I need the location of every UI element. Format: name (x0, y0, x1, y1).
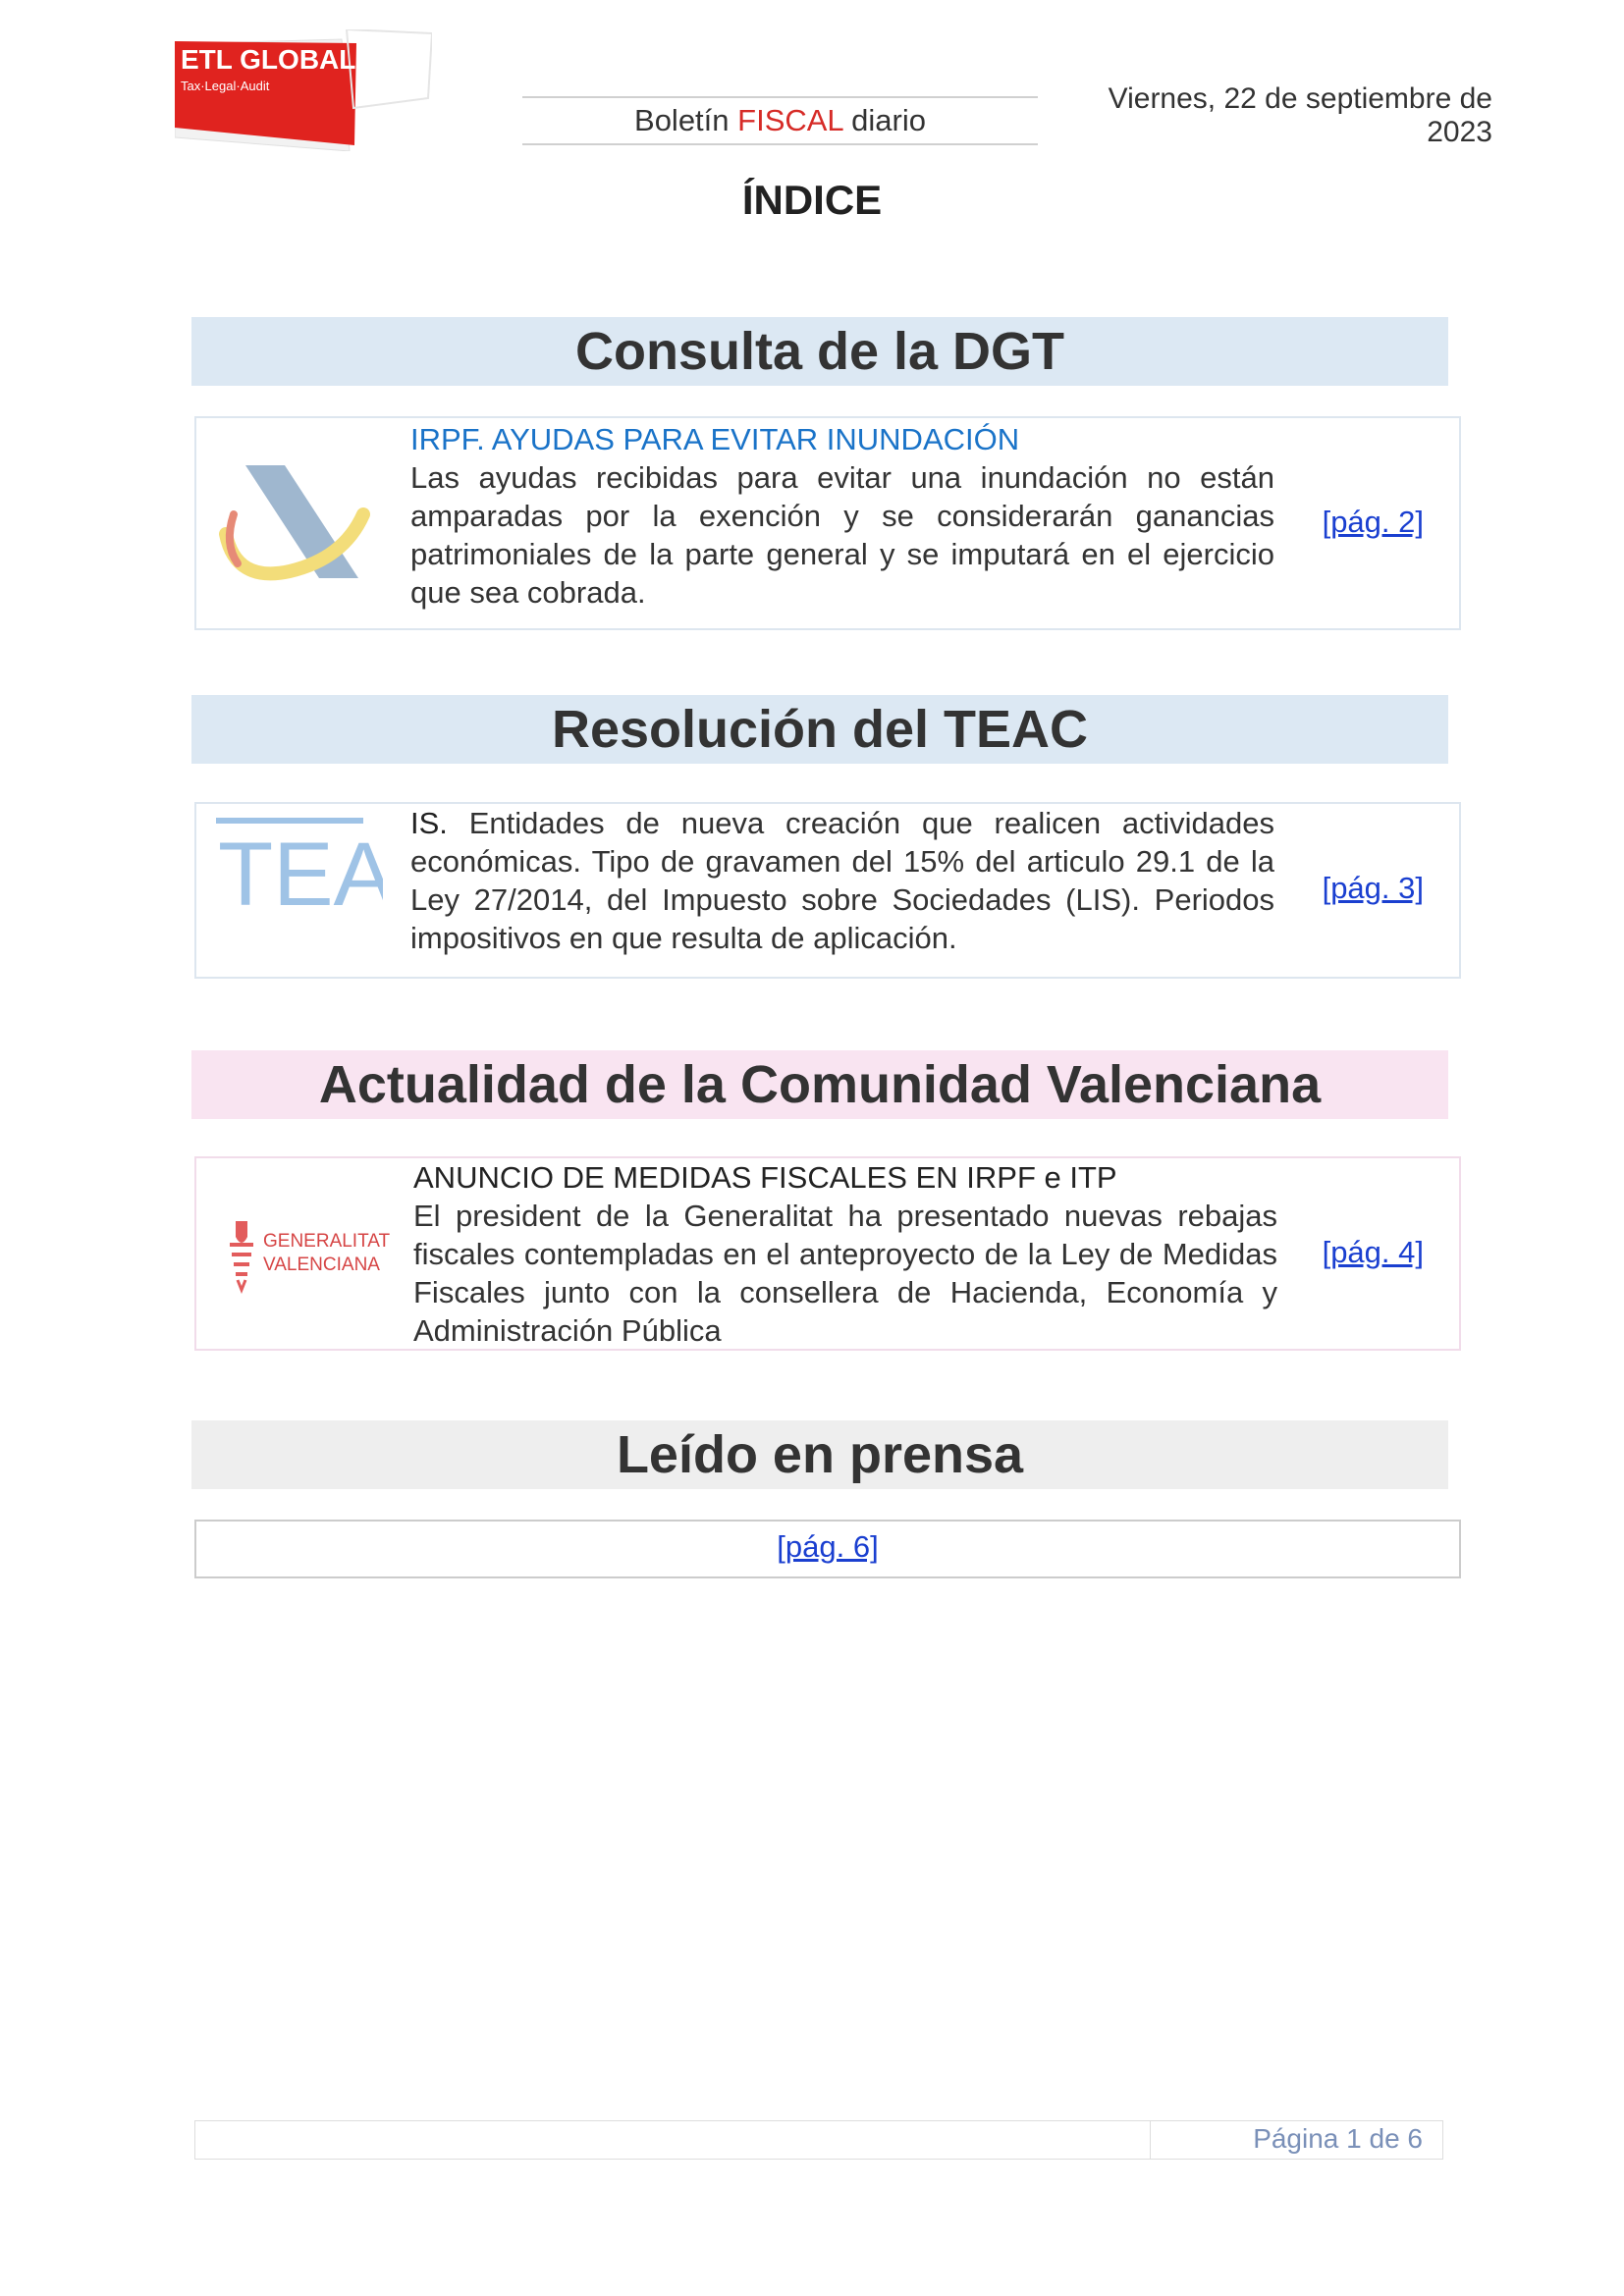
tea-logo-text: TEA (218, 825, 383, 920)
entry-dgt-title: IRPF. AYUDAS PARA EVITAR INUNDACIÓN (410, 422, 1020, 456)
bulletin-date: Viernes, 22 de septiembre de 2023 (1108, 82, 1492, 148)
entry-cv-body: El president de la Generalitat ha presentado nuevas rebajas fiscales contempladas en el anteproyecto de la Ley de Medidas Fiscales junto con la consellera de Hacienda, Economía y Administración Pública (413, 1199, 1277, 1348)
entry-teac-text (410, 804, 1274, 957)
entry-cv-text (413, 1158, 1277, 1350)
generalitat-line2: VALENCIANA (263, 1255, 380, 1275)
generalitat-line1: GENERALITAT (263, 1231, 391, 1252)
entry-teac (194, 802, 1461, 979)
link-page-2[interactable]: [pág. 2] (1322, 505, 1424, 539)
entry-dgt-body: Las ayudas recibidas para evitar una inundación no están amparadas por la exención y se considerarán ganancias patrimoniales de la parte general y se imputará en el ejercicio que sea cobrada. (410, 460, 1274, 610)
logo-sub: Tax·Legal·Audit (181, 79, 270, 93)
etl-global-logo (175, 29, 432, 151)
entry-dgt-text (410, 420, 1274, 612)
section-heading-cv: Actualidad de la Comunidad Valenciana (191, 1050, 1448, 1119)
entry-teac-body: Entidades de nueva creación que realicen actividades económicas. Tipo de gravamen del 15% del articulo 29.1 de la Ley 27/2014, del Impuesto sobre Sociedades (LIS). Periodos impositivos en que resulta de aplicación. (410, 806, 1274, 955)
link-page-4[interactable]: [pág. 4] (1322, 1235, 1424, 1269)
footer-divider (1150, 2121, 1151, 2159)
generalitat-logo (226, 1215, 407, 1294)
entry-cv-title: ANUNCIO DE MEDIDAS FISCALES EN IRPF e ITP (413, 1160, 1117, 1195)
page-number: Página 1 de 6 (1253, 2123, 1423, 2154)
link-page-3[interactable]: [pág. 3] (1322, 871, 1424, 905)
section-heading-prensa: Leído en prensa (191, 1420, 1448, 1489)
entry-prensa (194, 1520, 1461, 1578)
entry-dgt (194, 416, 1461, 630)
bulletin-title-suffix: diario (842, 103, 926, 137)
section-heading-teac: Resolución del TEAC (191, 695, 1448, 764)
tea-logo (216, 812, 383, 920)
logo-text: ETL GLOBAL (181, 44, 356, 75)
bulletin-title-accent: FISCAL (737, 103, 843, 137)
bulletin-title (522, 96, 1038, 145)
bulletin-title-prefix: Boletín (634, 103, 738, 137)
entry-teac-title: IS. (410, 806, 448, 840)
link-page-6[interactable]: [pág. 6] (777, 1529, 879, 1564)
aeat-logo (216, 455, 373, 593)
section-heading-dgt: Consulta de la DGT (191, 317, 1448, 386)
entry-cv (194, 1156, 1461, 1351)
footer-box (194, 2120, 1443, 2160)
index-title: ÍNDICE (741, 177, 883, 223)
